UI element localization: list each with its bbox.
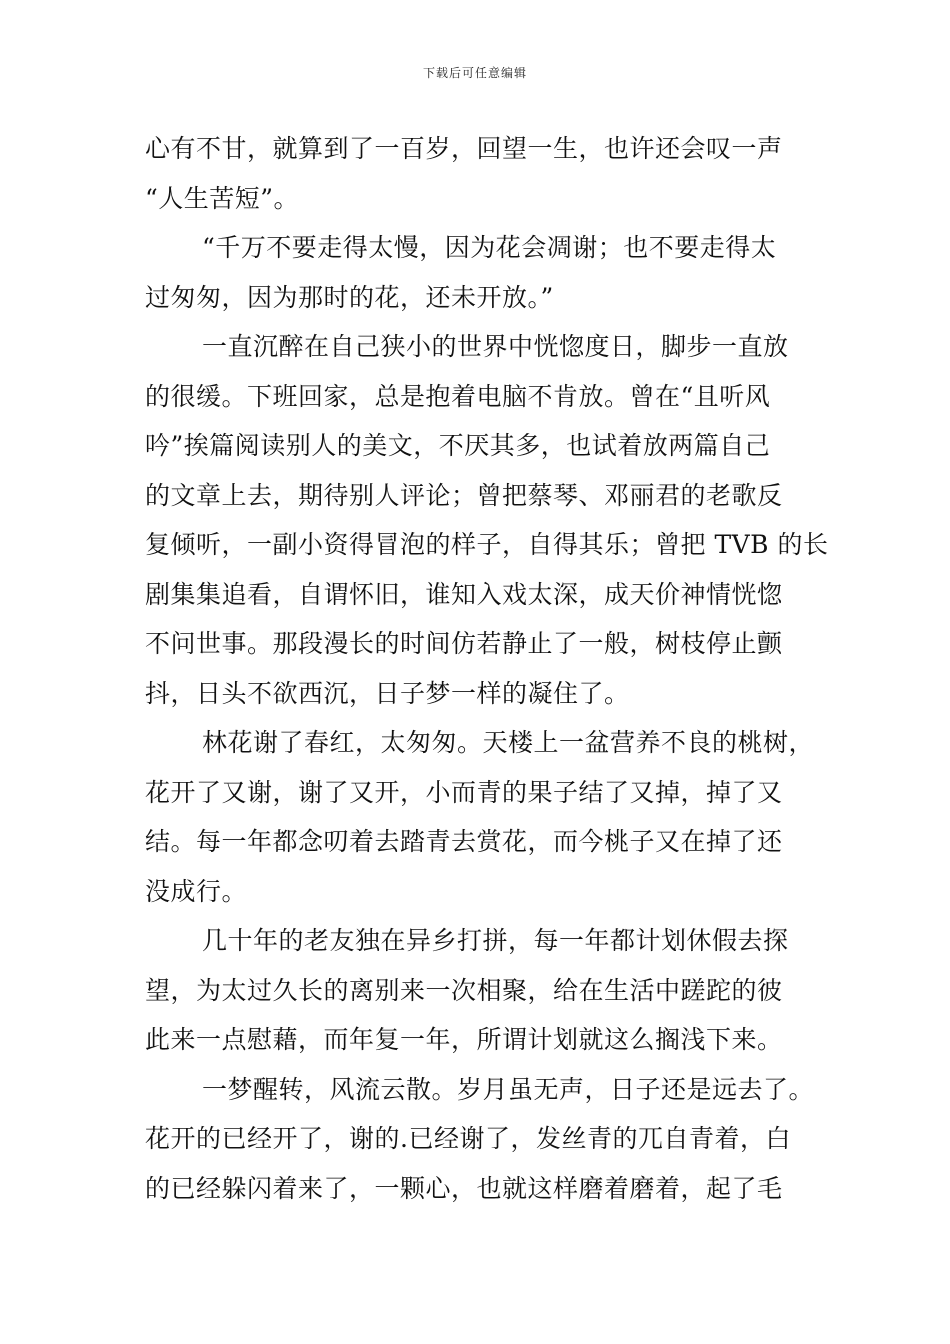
paragraph: 心有不甘，就算到了一百岁，回望一生，也许还会叹一声 “人生苦短”。 xyxy=(145,134,783,213)
page-header-note: 下载后可任意编辑 xyxy=(422,66,527,80)
paragraph: “千万不要走得太慢，因为花会凋谢；也不要走得太 过匆匆，因为那时的花，还未开放。” xyxy=(145,233,777,312)
paragraph: 一直沉醉在自己狭小的世界中恍惚度日，脚步一直放 的很缓。下班回家，总是抱着电脑不肯放。曾在“且听风 吟”挨篇阅读别人的美文，不厌其多，也试着放两篇自己 的文章上去，期待别人评论；曾把蔡琴、邓丽君的老歌反 复倾听，一副小资得冒泡的样子，自得其乐；曾把 TVB 的长 剧集集追看，自谓怀旧，谁知入戏太深，成天价神情恍惚 不问世事。那段漫长的时间仿若静止了一般，树枝停止颤 抖，日头不欲西沉，日子梦一样的凝住了。 xyxy=(145,332,829,708)
paragraph: 一梦醒转，风流云散。岁月虽无声，日子还是远去了。 花开的已经开了，谢的.已经谢了，发丝青的兀自青着，白 的已经躲闪着来了，一颗心，也就这样磨着磨着，起了毛 xyxy=(145,1074,815,1203)
paragraph: 几十年的老友独在异乡打拼，每一年都计划休假去探 望，为太过久长的离别来一次相聚，给在生活中蹉跎的彼 此来一点慰藉，而年复一年，所谓计划就这么搁浅下来。 xyxy=(145,926,789,1054)
paragraph: 林花谢了春红，太匆匆。天楼上一盆营养不良的桃树， 花开了又谢，谢了又开，小而青的果子结了又掉，掉了又 结。每一年都念叨着去踏青去赏花，而今桃子又在掉了还 没成行。 xyxy=(145,728,815,906)
document-body xyxy=(145,124,829,1213)
